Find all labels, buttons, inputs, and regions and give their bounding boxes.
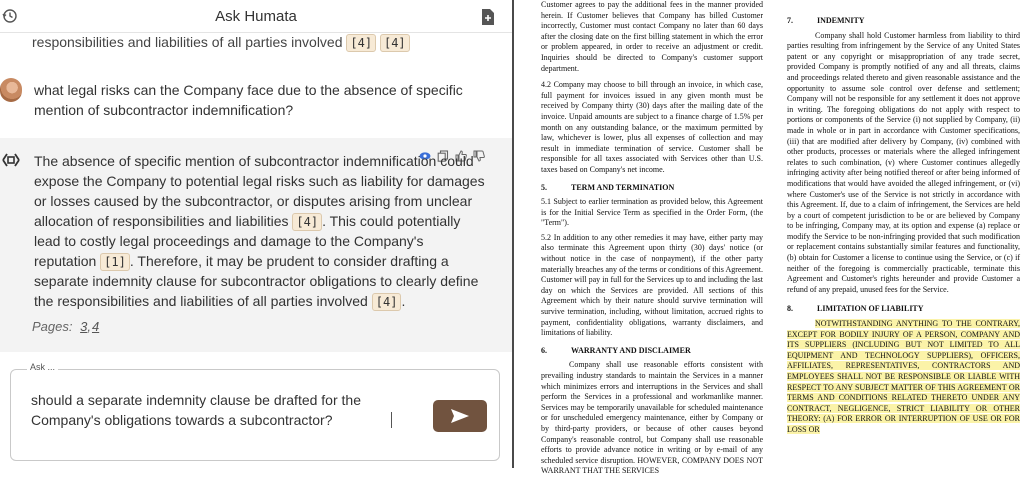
document-paragraph: 4.2 Company may choose to bill through an invoice, in which case, full payment for invoices issued in any given month must be received by Company thirty (30) days after the mailing date of the invoice. Unpaid amounts are subject to a finance charge of 1.5% per month on any outstanding balance, or the maximum permitted by law, whichever is lower, plus all expenses of collection and may result in immediate termination of service. Customer shall be responsible for all taxes associated with Services other than U.S. taxes based on Company's net income. <box>541 80 763 174</box>
chat-panel <box>0 0 512 468</box>
citation-chip[interactable]: [4] <box>346 34 376 52</box>
send-button[interactable] <box>433 400 487 432</box>
fragment-text: responsibilities and liabilities of all parties involved <box>32 34 343 50</box>
answer-text: . Therefore, it may be prudent to consider drafting a separate indemnity clause for subcontractor obligations to clearly define the responsibilities and liabilities of all parties involved <box>34 253 479 309</box>
page-link[interactable]: 3 <box>80 319 88 334</box>
highlighted-paragraph <box>787 319 1020 436</box>
ask-label: Ask ... <box>27 362 58 372</box>
section-heading: 5. TERM AND TERMINATION <box>541 182 675 192</box>
assistant-message <box>0 138 512 352</box>
document-paragraph: 5.2 In addition to any other remedies it may have, either party may also terminate this Agreement upon thirty (30) days' notice (or without notice in the case of nonpayment), if the other party materially breaches any of the terms or conditions of this Agreement. Customer will pay in full for the Services up to and including the last day on which the Services are provided. All sections of this Agreement which by their nature should survive termination will survive termination, including, without limitation, accrued rights to payment, confidentiality obligations, warranty disclaimers, and limitations of liability. <box>541 232 763 338</box>
answer-text: . This could potentially lead to costly legal proceedings and damage to the Company's reputation <box>34 213 461 269</box>
previous-message-fragment <box>32 34 410 50</box>
document-column-left <box>541 0 763 477</box>
document-paragraph: Company shall hold Customer harmless from liability to third parties resulting from infringement by the Service of any United States patent or any copyright or misappropriation of any trade secret, provided Company is promptly notified of any and all threats, claims and proceedings related thereto and given reasonable assistance and the opportunity to assume sole control over defense and settlement; Company will not be responsible for any settlement it does not approve in writing. The foregoing obligations do not apply with respect to portions or components of the Service (i) not supplied by Company, (ii) made in whole or in part in accordance with Customer specifications, (iii) that are modified after delivery by Company, (iv) combined with other products, processes or materials where the alleged infringement relates to such combination, (v) where Customer continues allegedly infringing activity after being notified thereof or after being informed of modifications that would have avoided the alleged infringement, or (vi) where Customer's use of the Service is not strictly in accordance with this Agreement. If, due to a claim of infringement, the Services are held by a court of competent jurisdiction to be or are believed by Company to be infringing, Company may, at its option and expense (a) replace or modify the Service to be non-infringing provided that such modification or replacement contains substantially similar features and functionality, (b) obtain for Customer a license to continue using the Service, or (c) if neither of the foregoing is commercially practicable, terminate this Agreement and Customer's rights hereunder and provide Customer a refund of any prepaid, unused fees for the Service. <box>787 30 1020 294</box>
document-paragraph: Customer agrees to pay the additional fees in the manner provided herein. If Customer believes that Company has billed Customer incorrectly, Customer must contact Company no later than 60 days after the closing date on the first billing statement in which the error or problem appeared, in order to receive an adjustment or credit. Inquiries should be directed to Company's customer support department. <box>541 0 763 73</box>
citation-chip[interactable]: [1] <box>100 253 130 271</box>
section-heading: 8. LIMITATION OF LIABILITY <box>787 304 924 314</box>
document-viewer <box>514 0 1024 476</box>
new-document-icon[interactable] <box>480 8 496 26</box>
pages-label: Pages: <box>32 319 73 334</box>
send-arrow-icon <box>450 408 470 424</box>
document-paragraph: 5.1 Subject to earlier termination as provided below, this Agreement is for the Initial Service Term as specified in the Order Form, (the "Term"). <box>541 197 763 228</box>
citation-chip[interactable]: [4] <box>380 34 410 52</box>
user-avatar <box>0 78 22 102</box>
document-paragraph: Company shall use reasonable efforts consistent with prevailing industry standards to maintain the Services in a manner which minimizes errors and interruptions in the Services and shall perform the Services in a professional and workmanlike manner. Services may be temporarily unavailable for scheduled maintenance or for unscheduled emergency maintenance, either by Company or by third-party providers, or because of other causes beyond Company's reasonable control, but Company shall use reasonable efforts to provide advance notice in writing or by e-mail of any scheduled service disruption. HOWEVER, COMPANY DOES NOT WARRANT THAT THE SERVICES <box>541 360 763 476</box>
assistant-message-text <box>34 151 489 311</box>
section-heading: 7. INDEMNITY <box>787 16 865 25</box>
text-caret <box>391 412 392 428</box>
citation-chip[interactable]: [4] <box>372 293 402 311</box>
answer-text: . <box>401 293 406 309</box>
section-heading: 6. WARRANTY AND DISCLAIMER <box>541 345 691 355</box>
chat-title: Ask Humata <box>215 8 297 25</box>
user-message <box>0 64 512 134</box>
chat-header <box>0 0 512 33</box>
page-link[interactable]: 4 <box>91 319 100 334</box>
ask-input[interactable]: should a separate indemnity clause be drafted for the Company's obligations towards a subcontractor? <box>31 392 361 428</box>
answer-text: The absence of specific mention of subcontractor indemnification could expose the Company to potential legal risks such as liability for damages or losses caused by the subcontractor, or disputes arising from unclear allocation of responsibilities and liabilities <box>34 153 485 229</box>
user-message-text: what legal risks can the Company face due to the absence of specific mention of subcontractor indemnification? <box>34 82 463 118</box>
highlighted-text: NOTWITHSTANDING ANYTHING TO THE CONTRARY, EXCEPT FOR BODILY INJURY OF A PERSON, COMPANY AND ITS SUPPLIERS (INCLUDING BUT NOT LIMITED TO ALL EQUIPMENT AND TECHNOLOGY SUPPLIERS), OFFICERS, AFFILIATES, REPRESENTATIVES, CONTRACTORS AND EMPLOYEES SHALL NOT BE RESPONSIBLE OR LIABLE WITH RESPECT TO ANY SUBJECT MATTER OF THIS AGREEMENT OR TERMS AND CONDITIONS RELATED THERETO UNDER ANY CONTRACT, NEGLIGENCE, STRICT LIABILITY OR OTHER THEORY: (A) FOR ERROR OR INTERRUPTION OF USE OR FOR LOSS OR <box>787 319 1020 434</box>
humata-logo-icon <box>2 152 20 168</box>
citation-chip[interactable]: [4] <box>292 213 322 231</box>
ask-input-box[interactable] <box>10 369 500 461</box>
document-column-right <box>787 0 1020 436</box>
source-pages: Pages: 3,4 <box>32 319 100 334</box>
